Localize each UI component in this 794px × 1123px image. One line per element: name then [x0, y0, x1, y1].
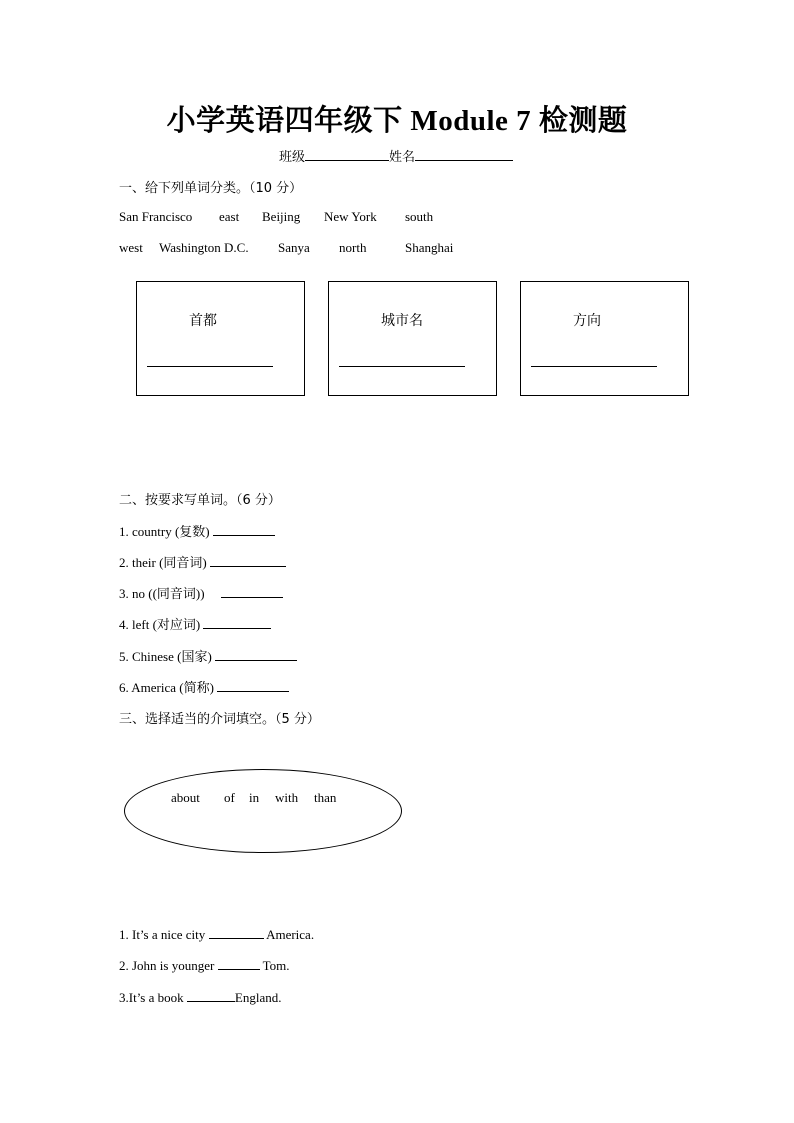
class-label: 班级	[279, 150, 306, 165]
category-box-city	[328, 281, 497, 396]
section2-heading: 二、按要求写单词。（6 分）	[119, 493, 281, 508]
word-bank-about: about	[171, 790, 200, 805]
answer-blank[interactable]	[187, 989, 235, 1002]
category-label-city: 城市名	[381, 313, 423, 329]
word-bank-in: in	[249, 790, 260, 805]
word-san-francisco: San Francisco	[119, 209, 193, 224]
page-title: 小学英语四年级下 Module 7 检测题	[166, 105, 628, 137]
question-text: 5. Chinese (国家)	[119, 649, 212, 664]
category-blank-city[interactable]	[339, 366, 465, 367]
answer-blank[interactable]	[215, 648, 297, 661]
question-text: 1. country (复数)	[119, 524, 210, 539]
section1-heading: 一、给下列单词分类。（10 分）	[119, 181, 303, 196]
sentence-item	[119, 957, 290, 974]
section3-heading: 三、选择适当的介词填空。（5 分）	[119, 712, 320, 727]
word-bank-oval	[124, 769, 402, 853]
question-text: 2. their (同音词)	[119, 555, 207, 570]
word-south: south	[405, 209, 434, 224]
question-item	[119, 614, 271, 633]
class-blank[interactable]	[305, 148, 389, 161]
category-blank-capital[interactable]	[147, 366, 273, 367]
word-bank-of: of	[224, 790, 235, 805]
question-text: 4. left (对应词)	[119, 617, 201, 632]
sentence-text: America.	[266, 927, 315, 942]
sentence-text: 3.It’s a book	[119, 990, 184, 1005]
answer-blank[interactable]	[218, 957, 260, 970]
answer-blank[interactable]	[221, 585, 283, 598]
sentence-item	[119, 926, 314, 943]
sentence-text: Tom.	[262, 958, 290, 973]
name-label: 姓名	[389, 150, 416, 165]
answer-blank[interactable]	[210, 554, 286, 567]
category-box-capital	[136, 281, 305, 396]
word-washington: Washington D.C.	[159, 240, 249, 255]
question-item	[119, 646, 297, 665]
category-label-capital: 首都	[189, 313, 217, 329]
question-text: 6. America (简称)	[119, 680, 214, 695]
question-text: 3. no ((同音词))	[119, 586, 205, 601]
sentence-text: 2. John is younger	[119, 958, 215, 973]
sentence-text: 1. It’s a nice city	[119, 927, 206, 942]
name-blank[interactable]	[415, 148, 513, 161]
word-beijing: Beijing	[262, 209, 301, 224]
word-bank-than: than	[314, 790, 337, 805]
word-new-york: New York	[324, 209, 377, 224]
category-box-direction	[520, 281, 689, 396]
sentence-item	[119, 989, 281, 1006]
answer-blank[interactable]	[209, 926, 264, 939]
answer-blank[interactable]	[213, 523, 275, 536]
word-north: north	[339, 240, 367, 255]
category-blank-direction[interactable]	[531, 366, 657, 367]
student-info	[279, 146, 513, 165]
word-sanya: Sanya	[278, 240, 310, 255]
answer-blank[interactable]	[203, 616, 271, 629]
question-item	[119, 583, 283, 602]
word-shanghai: Shanghai	[405, 240, 454, 255]
answer-blank[interactable]	[217, 679, 289, 692]
question-item	[119, 521, 275, 540]
word-east: east	[219, 209, 240, 224]
sentence-text: England.	[234, 990, 282, 1005]
word-west: west	[119, 240, 143, 255]
word-bank-with: with	[275, 790, 299, 805]
category-label-direction: 方向	[573, 313, 601, 329]
question-item	[119, 552, 286, 571]
question-item	[119, 677, 289, 696]
